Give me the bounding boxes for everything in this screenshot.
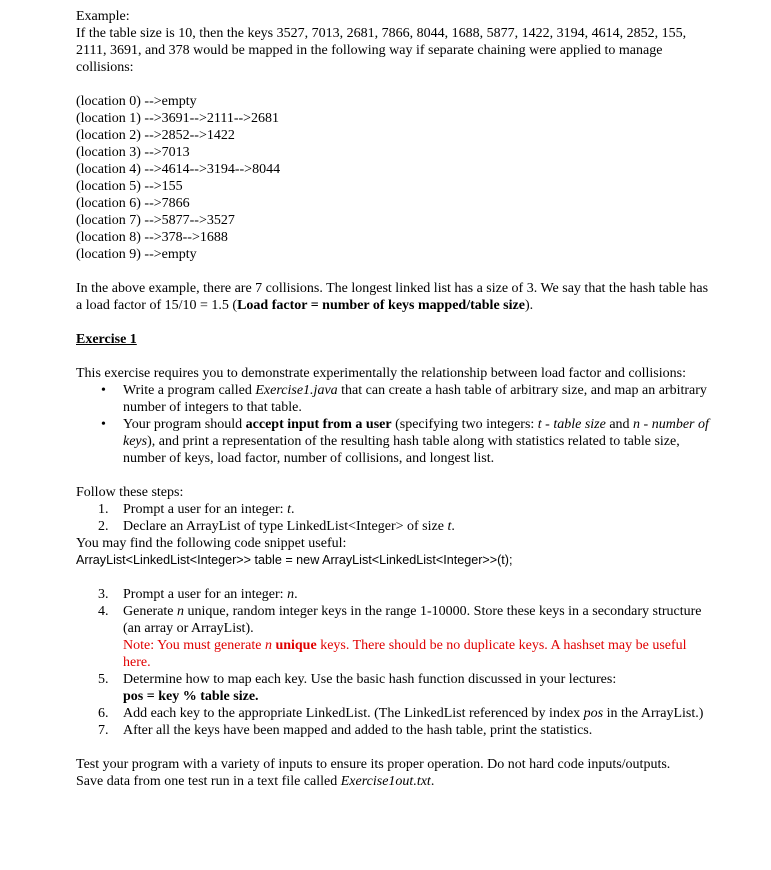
snippet-note: You may find the following code snippet useful: <box>76 536 347 551</box>
example-heading: Example: <box>76 9 130 24</box>
filename: Exercise1.java <box>255 383 338 398</box>
exercise-heading: Exercise 1 <box>76 332 137 347</box>
steps-heading: Follow these steps: <box>76 485 184 500</box>
document-page <box>76 8 716 790</box>
list-item: 1. Prompt a user for an integer: t. <box>98 502 295 517</box>
steps-list-b <box>76 586 716 739</box>
closing-instructions: Test your program with a variety of inputs to ensure its proper operation. Do not hard code inputs/outputs. <box>76 757 671 772</box>
code-snippet: ArrayList<LinkedList<Integer>> table = new ArrayList<LinkedList<Integer>>(t); <box>76 553 513 567</box>
example-intro: If the table size is 10, then the keys 3527, 7013, 2681, 7866, 8044, 1688, 5877, 1422, 3194, 4614, 2852, 155, 2111, 3691, and 378 would be mapped in the following way if separate chaining were applied to manage collisions: <box>76 26 687 75</box>
mapping-line: (location 4) -->4614-->3194-->8044 <box>76 162 281 177</box>
steps-list-a <box>76 501 716 535</box>
mapping-line: (location 3) -->7013 <box>76 145 190 160</box>
list-item: 4. Generate n unique, random integer keys in the range 1-10000. Store these keys in a secondary structure (an array or ArrayList). Note: You must generate n unique keys. There should be no duplicate keys. A hashset may be useful here. <box>76 603 716 671</box>
hash-formula: pos = key % table size. <box>123 689 259 704</box>
mapping-line: (location 5) -->155 <box>76 179 183 194</box>
list-item: 3. Prompt a user for an integer: n. <box>98 587 298 602</box>
load-factor-definition: Load factor = number of keys mapped/table size <box>237 298 525 313</box>
mapping-line: (location 1) -->3691-->2111-->2681 <box>76 111 280 126</box>
exercise-intro: This exercise requires you to demonstrate experimentally the relationship between load factor and collisions: <box>76 366 686 381</box>
mapping-line: (location 7) -->5877-->3527 <box>76 213 235 228</box>
list-item: 7. After all the keys have been mapped and added to the hash table, print the statistics. <box>98 723 593 738</box>
bullet-icon: • <box>101 417 106 432</box>
mapping-line: (location 0) -->empty <box>76 94 197 109</box>
example-summary: In the above example, there are 7 collisions. The longest linked list has a size of 3. We say that the hash table has a load factor of 15/10 = 1.5 (Load factor = number of keys mapped/table size). <box>76 281 709 313</box>
mapping-line: (location 9) -->empty <box>76 247 197 262</box>
requirement-list <box>76 382 716 467</box>
list-item: • Your program should accept input from a user (specifying two integers: t - table size and n - number of keys), and print a representation of the resulting hash table along with statistics related to table size, number of keys, load factor, number of collisions, and longest list. <box>101 417 709 466</box>
unique-keys-note: Note: You must generate n unique keys. There should be no duplicate keys. A hashset may be useful here. <box>123 638 687 670</box>
mapping-line: (location 2) -->2852-->1422 <box>76 128 235 143</box>
output-filename: Exercise1out.txt <box>340 774 431 789</box>
mapping-line: (location 6) -->7866 <box>76 196 190 211</box>
closing-save-note: Save data from one test run in a text file called Exercise1out.txt. <box>76 774 435 789</box>
list-item: • Write a program called Exercise1.java that can create a hash table of arbitrary size, and map an arbitrary number of integers to that table. <box>101 383 707 415</box>
list-item: 5. Determine how to map each key. Use the basic hash function discussed in your lectures: pos = key % table size. <box>98 672 617 704</box>
bullet-icon: • <box>101 383 106 398</box>
mapping-list <box>76 93 716 263</box>
mapping-line: (location 8) -->378-->1688 <box>76 230 228 245</box>
list-item: 6. Add each key to the appropriate LinkedList. (The LinkedList referenced by index pos in the ArrayList.) <box>98 706 704 721</box>
list-item: 2. Declare an ArrayList of type LinkedList<Integer> of size t. <box>98 519 455 534</box>
